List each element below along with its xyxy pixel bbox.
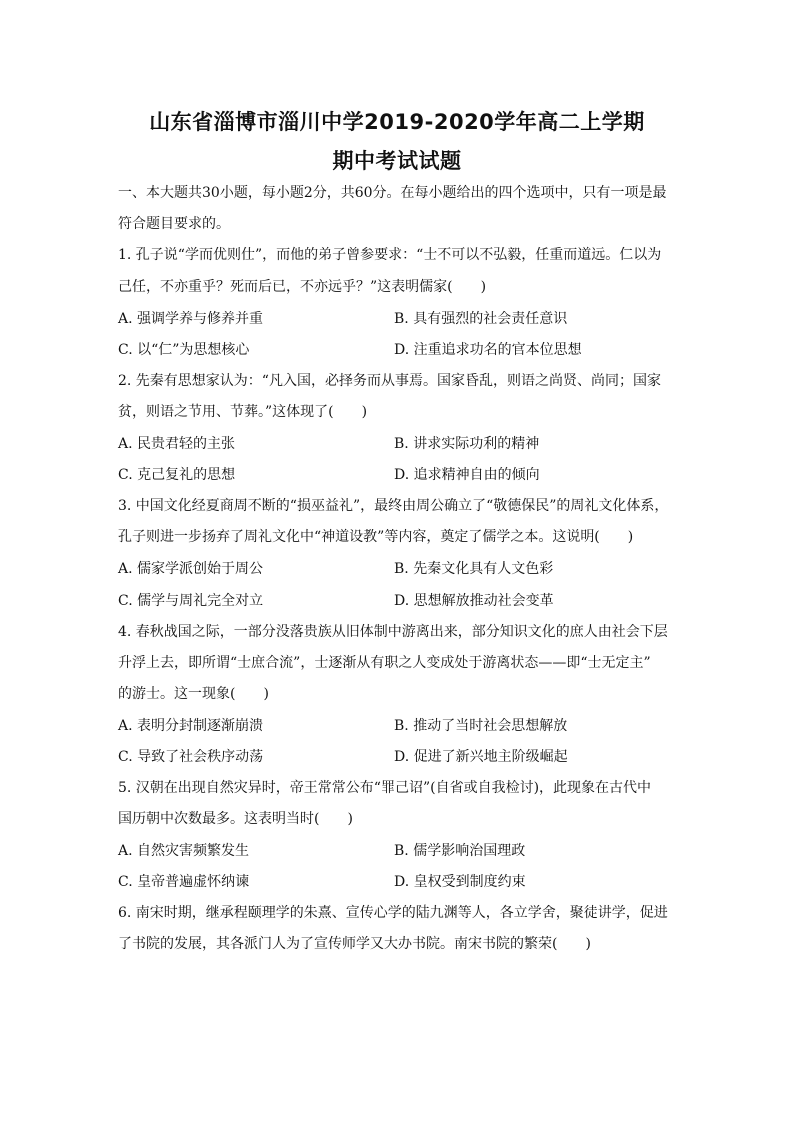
question-3-option-a: A. 儒家学派创始于周公 [118,561,264,577]
question-1-option-b: B. 具有强烈的社会责任意识 [394,311,568,327]
question-1-option-c: C. 以“仁”为思想核心 [118,342,250,358]
question-5-option-c: C. 皇帝普遍虚怀纳谏 [118,874,250,890]
question-2-stem-line-2: 贫，则语之节用、节葬。”这体现了( ) [118,404,368,420]
question-3-option-b: B. 先秦文化具有人文色彩 [394,561,554,577]
section-instructions-line-2: 符合题目要求的。 [118,216,230,232]
question-6-stem-line-2: 了书院的发展，其各派门人为了宣传师学又大办书院。南宋书院的繁荣( ) [118,936,591,952]
question-5-option-b: B. 儒学影响治国理政 [394,843,526,859]
question-3-stem-line-1: 3. 中国文化经夏商周不断的“损巫益礼”，最终由周公确立了“敬德保民”的周礼文化体系， [118,498,669,514]
question-4-option-c: C. 导致了社会秩序动荡 [118,749,264,765]
question-6-stem-line-1: 6. 南宋时期，继承程颐理学的朱熹、宣传心学的陆九渊等人，各立学舍，聚徒讲学，促进 [118,905,668,921]
question-1-option-d: D. 注重追求功名的官本位思想 [394,342,582,358]
question-1-stem-line-1: 1. 孔子说“学而优则仕”，而他的弟子曾参要求：“士不可以不弘毅，任重而道远。仁以为 [118,247,662,263]
question-1-option-a: A. 强调学养与修养并重 [118,311,264,327]
question-5-option-a: A. 自然灾害频繁发生 [118,843,250,859]
question-3-option-d: D. 思想解放推动社会变革 [394,593,554,609]
question-2-option-c: C. 克己复礼的思想 [118,467,236,483]
section-instructions-line-1: 一、本大题共30小题，每小题2分，共60分。在每小题给出的四个选项中，只有一项是最 [118,185,667,201]
question-4-option-a: A. 表明分封制逐渐崩溃 [118,718,264,734]
question-3-option-c: C. 儒学与周礼完全对立 [118,593,264,609]
question-4-stem-line-1: 4. 春秋战国之际，一部分没落贵族从旧体制中游离出来，部分知识文化的庶人由社会下层 [118,624,668,640]
question-3-stem-line-2: 孔子则进一步扬弃了周礼文化中“神道设教”等内容，奠定了儒学之本。这说明( ) [118,529,634,545]
question-2-option-d: D. 追求精神自由的倾向 [394,467,540,483]
question-2-option-b: B. 讲求实际功利的精神 [394,436,540,452]
question-4-option-b: B. 推动了当时社会思想解放 [394,718,568,734]
question-4-stem-line-3: 的游士。这一现象( ) [118,686,269,702]
question-2-stem-line-1: 2. 先秦有思想家认为：“凡入国，必择务而从事焉。国家昏乱，则语之尚贤、尚同；国家 [118,373,661,389]
exam-subtitle: 期中考试试题 [332,149,462,173]
question-4-option-d: D. 促进了新兴地主阶级崛起 [394,749,568,765]
question-2-option-a: A. 民贵君轻的主张 [118,436,236,452]
question-4-stem-line-2: 升浮上去，即所谓“士庶合流”，士逐渐从有职之人变成处于游离状态——即“士无定主” [118,655,651,671]
exam-title: 山东省淄博市淄川中学2019-2020学年高二上学期 [149,110,645,134]
question-5-option-d: D. 皇权受到制度约束 [394,874,526,890]
question-5-stem-line-2: 国历朝中次数最多。这表明当时( ) [118,811,353,827]
question-5-stem-line-1: 5. 汉朝在出现自然灾异时，帝王常常公布“罪己诏”(自省或自我检讨)，此现象在古代中 [118,780,652,796]
question-1-stem-line-2: 己任，不亦重乎？死而后已，不亦远乎？”这表明儒家( ) [118,279,487,295]
